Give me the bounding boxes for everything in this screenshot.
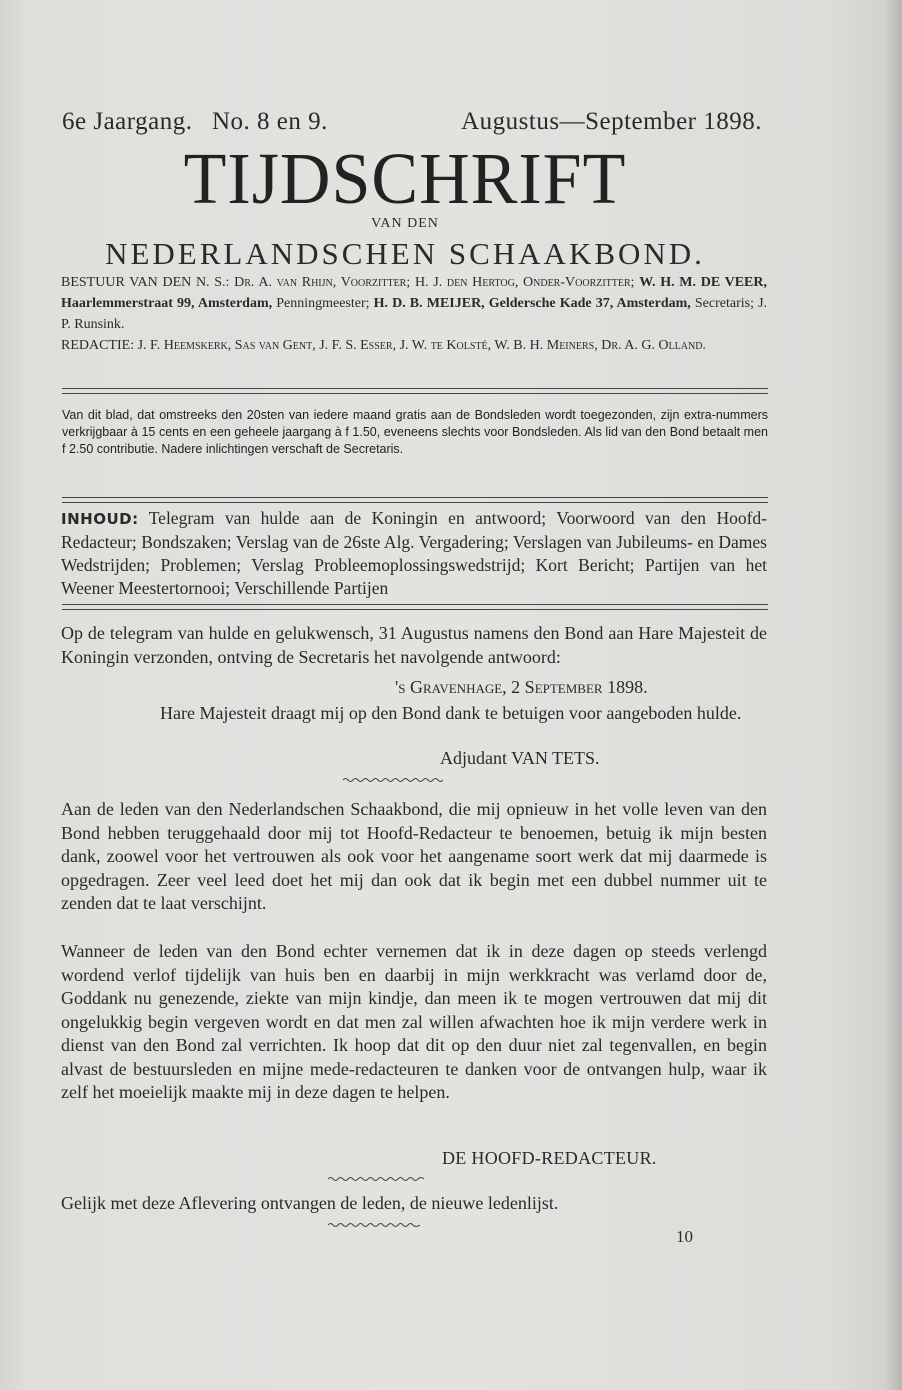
board-text-1: Dr. A. van Rhijn, Voorzitter; H. J. den Hertog, Onder-Voorzitter; bbox=[234, 275, 635, 290]
contents-text: Telegram van hulde aan de Koningin en antwoord; Voorwoord van den Hoofd-Redacteur; Bondszaken; Verslag van de 26ste Alg. Vergadering; Verslagen van Jubileums- en Dames Wedstrijden; Problemen; Verslag Probleemoplossingswedstrijd; Kort Bericht; Partijen van het Weener Meestertornooi; Verschillende Partijen bbox=[61, 508, 768, 598]
rule-bottom bbox=[62, 604, 768, 610]
ornament-divider-3 bbox=[328, 1222, 420, 1228]
subscription-notice: Van dit blad, dat omstreeks den 20sten van iedere maand gratis aan de Bondsleden wordt toegezonden, zijn extra-nummers verkrijgbaar à 15 cents en een geheele jaargang à f 1.50, eveneens slechts voor Bondsleden. Als lid van den Bond betaalt men f 2.50 contributie. Nadere inlichtingen verschaft de Secretaris. bbox=[62, 408, 768, 456]
contents-label: INHOUD: bbox=[61, 510, 139, 528]
telegram-intro: Op de telegram van hulde en gelukwensch, 31 Augustus namens den Bond aan Hare Majesteit de Koningin verzonden, ontving de Secretaris het navolgende antwoord: bbox=[61, 623, 767, 667]
foreword-paragraph-2: Wanneer de leden van den Bond echter vernemen dat ik in deze dagen op steeds verlengd wordend verlof tijdelijk van huis ben en daarbij in mijn werkkracht was verlamd door de, Goddank nu genezende, ziekte van mijn kindje, dan meen ik te mogen vertrouwen dat mij dit ongelukkig begin vergeven wordt en dat men zal willen afwachten hoe ik mijn verdere werk in dienst van den Bond zal verrichten. Ik hoop dat dit op den duur niet zal tegenvallen, en begin alvast de bestuursleden en mijne mede-redacteuren te danken voor de ontvangen hulp, waar ik zelf het moeielijk maakte mij in deze dagen te helpen. bbox=[61, 941, 767, 1102]
contents-block bbox=[61, 507, 767, 600]
rule-mid bbox=[62, 497, 768, 503]
board-text-3: Secretaris; J. P. Runsink. bbox=[61, 296, 768, 332]
page-number: 10 bbox=[676, 1227, 693, 1246]
member-list-note: Gelijk met deze Aflevering ontvangen de leden, de nieuwe ledenlijst. bbox=[61, 1193, 559, 1213]
redactie-text: J. F. Heemskerk, Sas van Gent, J. F. S. Esser, J. W. te Kolsté, W. B. H. Meiners, Dr. A. G. Olland. bbox=[137, 338, 706, 353]
page-edge-shadow bbox=[884, 0, 902, 1390]
issue-volume: 6e Jaargang. bbox=[62, 108, 193, 135]
ornament-divider-2 bbox=[328, 1176, 424, 1182]
telegram-dateline: 's Gravenhage, 2 September 1898. bbox=[395, 677, 648, 697]
journal-subtitle: NEDERLANDSCHEN SCHAAKBOND. bbox=[105, 236, 705, 271]
issue-number: No. 8 en 9. bbox=[212, 108, 328, 135]
foreword-paragraph-1: Aan de leden van den Nederlandschen Schaakbond, die mij opnieuw in het volle leven van den Bond hebben teruggehaald door mij tot Hoofd-Redacteur te benoemen, betuig ik mijn besten dank, zoowel voor het vertrouwen als ook voor het aangename soort werk dat mij daarmede is opgedragen. Zeer veel leed doet het mij dan ook dat ik begin met een dubbel nummer uit te zenden dat te laat verschijnt. bbox=[61, 799, 767, 913]
journal-van-den: VAN DEN bbox=[371, 216, 439, 231]
rule-top bbox=[62, 388, 768, 394]
board-label: BESTUUR VAN DEN N. S.: bbox=[61, 275, 230, 290]
issue-line bbox=[62, 108, 762, 136]
editor-signature: DE HOOFD-REDACTEUR. bbox=[442, 1148, 657, 1168]
telegram-signature: Adjudant VAN TETS. bbox=[440, 748, 600, 768]
journal-title: TIJDSCHRIFT bbox=[183, 139, 627, 220]
board-text-2: Penningmeester; bbox=[276, 296, 370, 311]
board-secretary: H. D. B. MEIJER, Geldersche Kade 37, Amsterdam, bbox=[373, 296, 691, 311]
telegram-body: Hare Majesteit draagt mij op den Bond dank te betuigen voor aangeboden hulde. bbox=[160, 703, 742, 723]
issue-date: Augustus—September 1898. bbox=[461, 108, 762, 135]
ornament-divider bbox=[343, 777, 443, 783]
redactie-label: REDACTIE: bbox=[61, 338, 135, 353]
board-listing bbox=[61, 272, 767, 356]
board-treasurer: W. H. M. DE VEER, Haarlemmerstraat 99, Amsterdam, bbox=[61, 275, 768, 311]
